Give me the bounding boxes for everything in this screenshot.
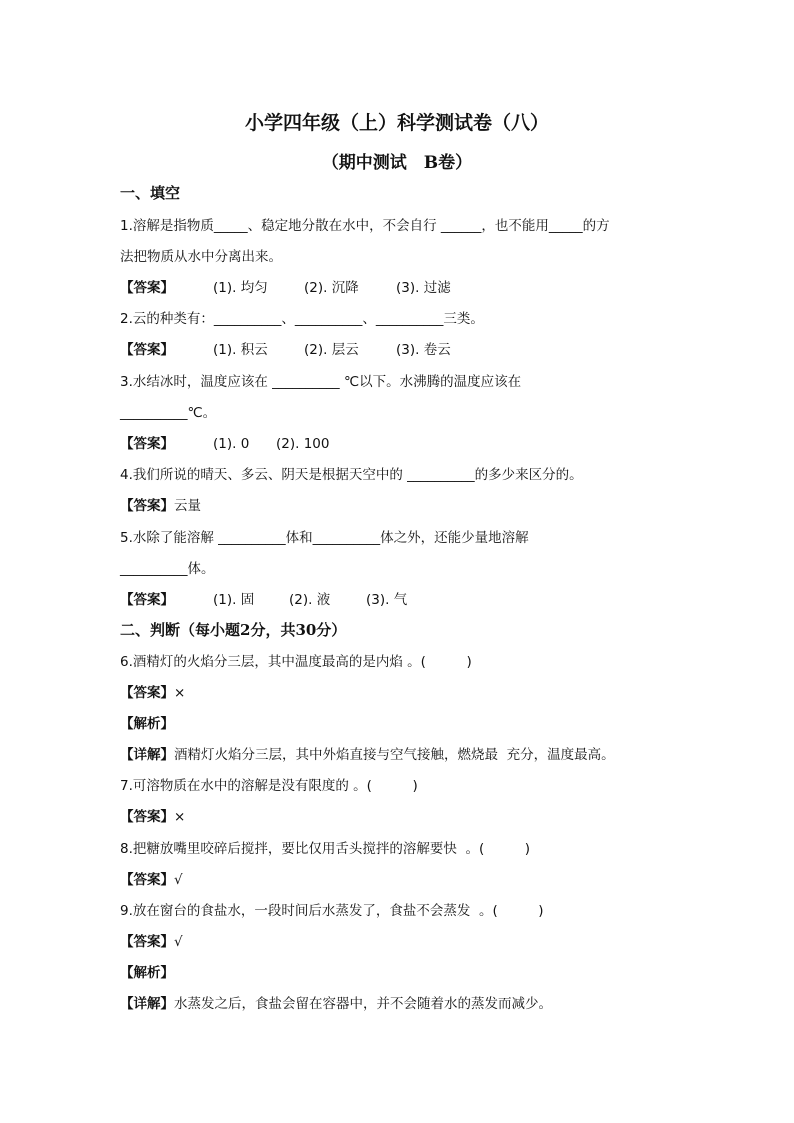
question-5-line-2: __________体。 [120,561,215,577]
question-9-line-1: 9.放在窗台的食盐水，一段时间后水蒸发了，食盐不会蒸发 。( ) [120,903,544,919]
answer-row [120,500,201,514]
answer-item: (2). 沉降 [304,280,359,296]
answer-value: × [174,685,186,701]
answer-label: 【答案】 [120,809,174,825]
question-6-line-1: 6.酒精灯的火焰分三层，其中温度最高的是内焰 。( ) [120,654,472,670]
answer-value: √ [174,934,183,950]
answer-item: (3). 卷云 [396,342,451,358]
answer-item: (1). 0 [213,436,250,452]
answer-item: (2). 层云 [304,342,359,358]
answer-item: (1). 均匀 [213,280,268,296]
detail-text: 酒精灯火焰分三层，其中外焰直接与空气接触，燃烧最 充分，温度最高。 [174,747,615,763]
answer-row [120,936,183,950]
question-2-line-1: 2.云的种类有：__________、__________、__________三类。 [120,311,484,327]
answer-label: 【答案】 [120,280,174,296]
answer-label: 【答案】 [120,685,174,701]
answer-label: 【答案】 [120,498,174,514]
answer-item: (2). 100 [276,436,330,452]
answer-row [120,874,183,888]
question-1-line-1: 1.溶解是指物质_____、稳定地分散在水中，不会自行 ______，也不能用_____的方 [120,218,610,234]
question-3-line-2: __________℃。 [120,405,217,421]
answer-value: √ [174,872,183,888]
answer-item: (3). 气 [366,592,408,608]
detail-label: 【详解】 [120,747,174,763]
question-5-line-1: 5.水除了能溶解 __________体和__________体之外，还能少量地溶解 [120,530,529,546]
detail-row [120,998,552,1012]
answer-value: × [174,809,186,825]
question-8-line-1: 8.把糖放嘴里咬碎后搅拌，要比仅用舌头搅拌的溶解要快 。( ) [120,841,530,857]
answer-label: 【答案】 [120,934,174,950]
answer-row [120,687,185,701]
detail-label: 【详解】 [120,996,174,1012]
answer-value: 云量 [174,498,201,514]
page-title: 小学四年级（上）科学测试卷（八） [244,112,549,134]
question-1-line-2: 法把物质从水中分离出来。 [120,249,282,265]
page-subtitle: （期中测试 B卷） [321,153,473,173]
answer-label: 【答案】 [120,592,174,608]
question-4-line-1: 4.我们所说的晴天、多云、阴天是根据天空中的 __________的多少来区分的。 [120,467,583,483]
answer-label: 【答案】 [120,436,174,452]
answer-label: 【答案】 [120,342,174,358]
analysis-label: 【解析】 [120,965,174,981]
answer-label: 【答案】 [120,872,174,888]
detail-text: 水蒸发之后，食盐会留在容器中，并不会随着水的蒸发而减少。 [174,996,552,1012]
section-heading-fill-blank: 一、填空 [120,184,181,202]
question-3-line-1: 3.水结冰时，温度应该在 __________ ℃以下。水沸腾的温度应该在 [120,374,522,390]
answer-item: (2). 液 [289,592,331,608]
answer-row [120,811,185,825]
question-7-line-1: 7.可溶物质在水中的溶解是没有限度的 。( ) [120,778,418,794]
detail-row [120,749,615,763]
analysis-label: 【解析】 [120,716,174,732]
answer-item: (3). 过滤 [396,280,451,296]
answer-item: (1). 积云 [213,342,268,358]
answer-item: (1). 固 [213,592,255,608]
section-heading-true-false: 二、判断（每小题2分，共30分） [120,621,347,639]
